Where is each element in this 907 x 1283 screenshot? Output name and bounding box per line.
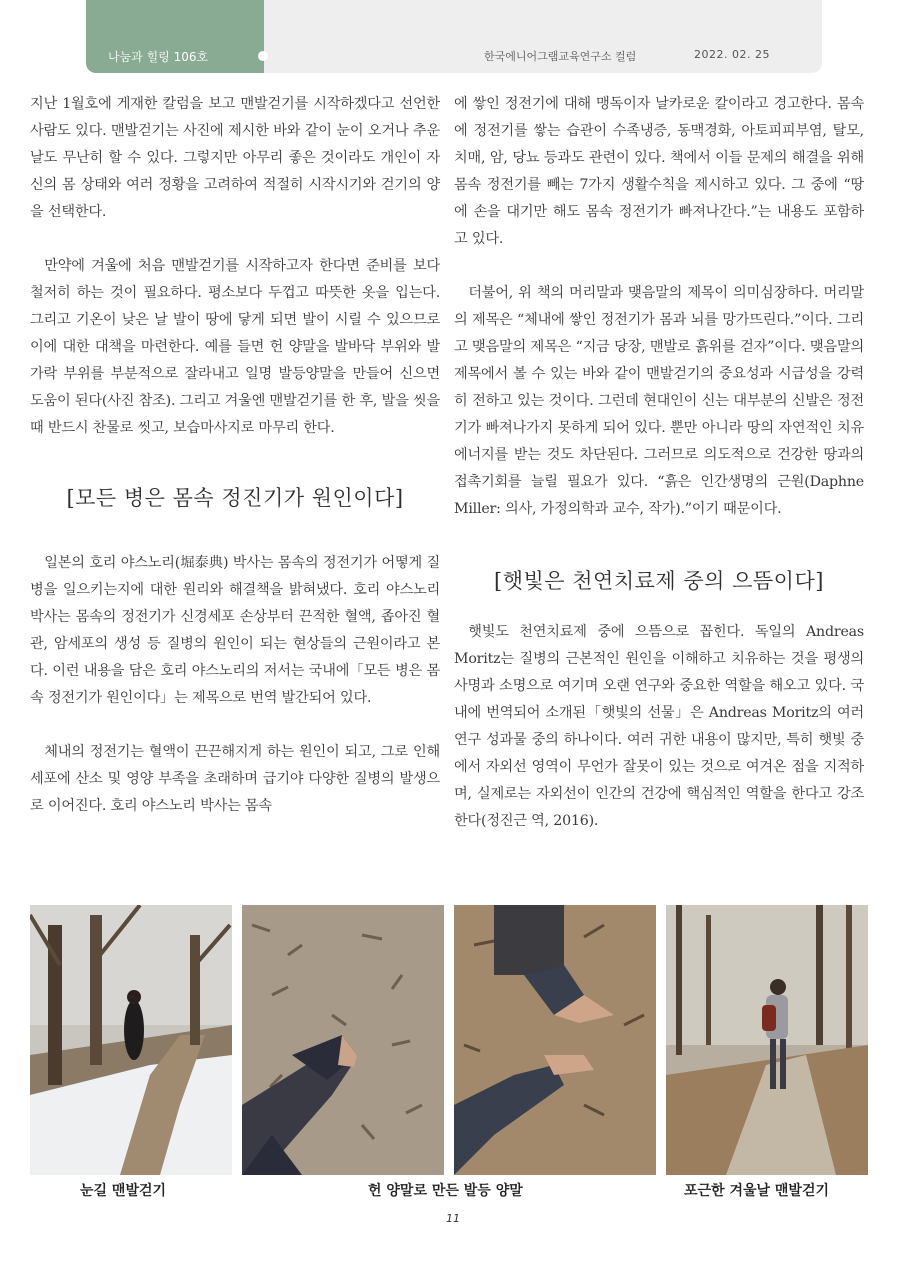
paragraph: 햇빛도 천연치료제 중에 으뜸으로 꼽힌다. 독일의 Andreas Moritz는 질병의 근본적인 원인을 이해하고 치유하는 것을 평생의 사명과 소명으로 여기며 오랜 연구와 중요한 역할을 해오고 있다. 국내에 번역되어 소개된「햇빛의 선물」은 Andreas Moritz의 여러 연구 성과물 중의 하나이다. 여러 귀한 내용이 많지만, 특히 햇빛 중에서 자외선 영역이 무언가 잘못이 있는 것으로 여겨온 점을 지적하며, 실제로는 자외선이 인간의 건강에 핵심적인 역할을 한다고 강조한다(정진근 역, 2016). (454, 624, 864, 829)
section-heading: [햇빛은 천연치료제 중의 으뜸이다] (494, 569, 824, 593)
left-column (30, 91, 440, 820)
paragraph: 만약에 겨울에 처음 맨발걷기를 시작하고자 한다면 준비를 보다 철저히 하는 것이 필요하다. 평소보다 두껍고 따뜻한 옷을 입는다. 그리고 기온이 낮은 날 발이 땅에 닿게 되면 발이 시릴 수 있으므로 이에 대한 대책을 마련한다. 예를 들면 헌 양말을 발바닥 부위와 발가락 부위를 부분적으로 잘라내고 일명 발등양말을 만들어 신으면 도움이 된다(사진 참조). 그리고 겨울엔 맨발걷기를 한 후, 발을 씻을 때 반드시 찬물로 씻고, 보습마사지로 마무리 한다. (30, 258, 440, 436)
photo-snow-walk (30, 905, 232, 1175)
page-number: 11 (446, 1212, 460, 1225)
section-heading: [모든 병은 몸속 정진기가 원인이다] (66, 486, 404, 510)
header-organization: 한국에니어그램교육연구소 컬럼 (484, 50, 637, 63)
paragraph: 체내의 정전기는 혈액이 끈끈해지게 하는 원인이 되고, 그로 인해 세포에 산소 및 영양 부족을 초래하며 급기야 다양한 질병의 발생으로 이어진다. 호리 야스노리 박사는 몸속 (30, 744, 440, 814)
photo-instep-socks (242, 905, 444, 1175)
header-issue: 나눔과 힐링 106호 (108, 50, 209, 64)
paragraph: 지난 1월호에 게재한 칼럼을 보고 맨발걷기를 시작하겠다고 선언한 사람도 있다. 맨발걷기는 사진에 제시한 바와 같이 눈이 오거나 추운날도 무난히 할 수 있다. 그렇지만 아무리 좋은 것이라도 개인이 자신의 몸 상태와 여러 정황을 고려하여 적절히 시작시기와 걷기의 양을 선택한다. (30, 96, 440, 220)
caption-winter-walk: 포근한 겨울날 맨발걷기 (684, 1183, 829, 1199)
header-date: 2022. 02. 25 (694, 48, 770, 61)
header-dot-icon (258, 51, 268, 61)
photo-strip (30, 905, 868, 1175)
photo-winter-forest-walk (666, 905, 868, 1175)
paragraph: 일본의 호리 야스노리(堀泰典) 박사는 몸속의 정전기가 어떻게 질병을 일으키는지에 대한 원리와 해결책을 밝혀냈다. 호리 야스노리 박사는 몸속의 정전기가 신경세포 손상부터 끈적한 혈액, 좁아진 혈관, 암세포의 생성 등 질병의 원인이 되는 현상들의 근원이라고 본다. 이런 내용을 담은 호리 야스노리의 저서는 국내에「모든 병은 몸속 정전기가 원인이다」는 제목으로 번역 발간되어 있다. (30, 555, 440, 706)
right-column (454, 91, 864, 835)
paragraph: 더불어, 위 책의 머리말과 맺음말의 제목이 의미심장하다. 머리말의 제목은 “체내에 쌓인 정전기가 몸과 뇌를 망가뜨린다.”이다. 그리고 맺음말의 제목은 “지금 당장, 맨발로 흙위를 걷자”이다. 맺음말의 제목에서 볼 수 있는 바와 같이 맨발걷기의 중요성과 시급성을 강력히 전하고 있는 것이다. 그런데 현대인이 신는 대부분의 신발은 정전기가 빠져나가지 못하게 되어 있다. 뿐만 아니라 땅의 자연적인 치유에너지를 받는 것도 차단된다. 그러므로 의도적으로 건강한 땅과의 접촉기회를 늘릴 필요가 있다. “흙은 인간생명의 근원(Daphne Miller: 의사, 가정의학과 교수, 작가).”이기 때문이다. (454, 285, 864, 517)
paragraph: 에 쌓인 정전기에 대해 맹독이자 날카로운 칼이라고 경고한다. 몸속에 정전기를 쌓는 습관이 수족냉증, 동맥경화, 아토피피부염, 탈모, 치매, 암, 당뇨 등과도 관련이 있다. 책에서 이들 문제의 해결을 위해 몸속 정전기를 빼는 7가지 생활수칙을 제시하고 있다. 그 중에 “땅에 손을 대기만 해도 몸속 정전기가 빠져나간다.”는 내용도 포함하고 있다. (454, 96, 864, 247)
caption-snow-walk: 눈길 맨발걷기 (80, 1183, 167, 1199)
caption-instep-socks: 헌 양말로 만든 발등 양말 (368, 1183, 523, 1199)
photo-instep-socks-closeup (454, 905, 656, 1175)
